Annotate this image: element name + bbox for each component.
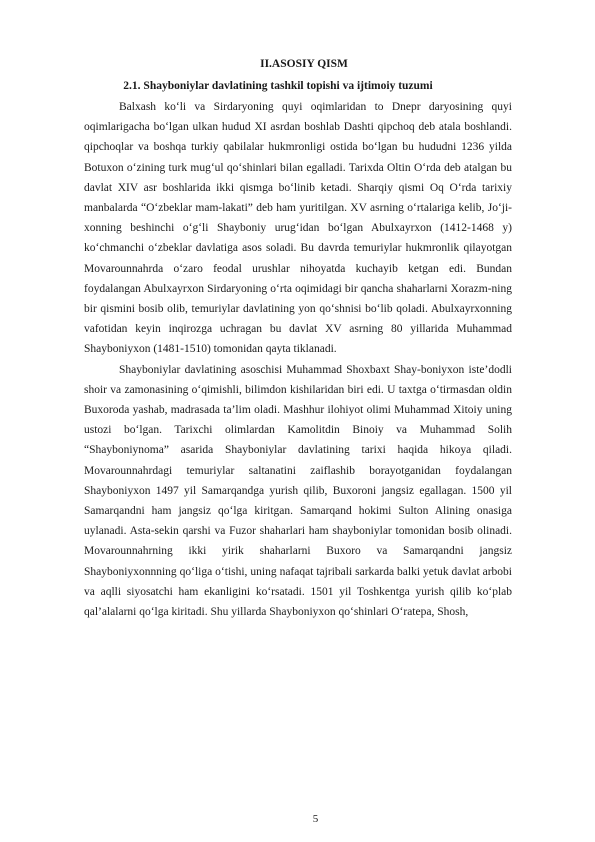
section-title: II.ASOSIY QISM [260,58,348,70]
body-paragraph: Shayboniylar davlatining asoschisi Muhammad Shoxbaxt Shay-boniyxon iste’dodli shoir va zamonasining o‘qimishli, bilimdon kishilaridan biri edi. U taxtga o‘tirmasdan oldin Buxoroda yashab, madrasada ta’lim oladi. Mashhur ilohiyot olimi Muhammad Xitoiy uning ustozi bo‘lgan. Tarixchi olimlardan Kamolitdin Binoiy va Muhammad Solih “Shayboniynoma” asarida Shayboniylar davlatining tarixi haqida hikoya qiladi. Movarounnahrdagi temuriylar saltanatini zaiflashib borayotganidan foydalangan Shayboniyxon 1497 yil Samarqandga yurish qilib, Buxoroni jangsiz egallagan. 1500 yil Samarqandni ham jangsiz qo‘lga kiritgan. Samarqand hokimi Sulton Alining onasiga uylanadi. Asta-sekin qarshi va Fuzor shaharlari ham shayboniylar tomonidan bosib olinadi. Movarounnahrning ikki yirik shaharlarni Buxoro va Samarqandni jangsiz Shayboniyxonnning qo‘liga o‘tishi, uning nafaqat tajribali sarkarda balki yetuk davlat arbobi va aqlli siyosatchi ham ekanligini ko‘rsatadi. 1501 yil Toshkentga yurish qilib ko‘plab qal’alalarni qo‘lga kiritadi. Shu yillarda Shayboniyxon qo‘shinlari O‘ratepa, Shosh, [84,363,512,619]
page-number: 5 [312,813,319,825]
subsection-title: 2.1. Shayboniylar davlatining tashkil topishi va ijtimoiy tuzumi [123,80,433,92]
document-page [84,55,512,622]
body-paragraph: Balxash ko‘li va Sirdaryoning quyi oqimlaridan to Dnepr daryosining quyi oqimlarigacha bo‘lgan ulkan hudud XI asrdan boshlab Dashti qipchoq deb atala boshlandi. qipchoqlar va boshqa turkiy qabilalar hukmronligi ostida bo‘lgan bu hududni 1236 yilda Botuxon o‘zining turk mug‘ul qo‘shinlari bilan egalladi. Tarixda Oltin O‘rda deb atalgan bu davlat XIV asr boshlarida ikki qismga bo‘linib ketadi. Sharqiy qismi Oq O‘rda tarixiy manbalarda “O‘zbeklar mam-lakati” deb ham yuritilgan. XV asrning o‘rtalariga kelib, Jo‘ji-xonning beshinchi o‘g‘li Shayboniy urug‘idan bo‘lgan Abulxayrxon (1412-1468 y) ko‘chmanchi o‘zbeklar davlatiga asos soladi. Bu davrda temuriylar hukmronlik qilayotgan Movarounnahrda o‘zaro feodal urushlar nihoyatda kuchayib ketgan edi. Bundan foydalangan Abulxayrxon Sirdaryoning o‘rta oqimidagi bir qancha shaharlarni Xorazm-ning bir qismini bosib olib, temuriylar davlatining yon qo‘shnisi bo‘lib qoladi. Abulxayrxonning vafotidan keyin inqirozga uchragan bu davlat XV asrning 80 yillarida Muhammad Shayboniyxon (1481-1510) tomonidan qayta tiklanadi. [84,101,512,356]
